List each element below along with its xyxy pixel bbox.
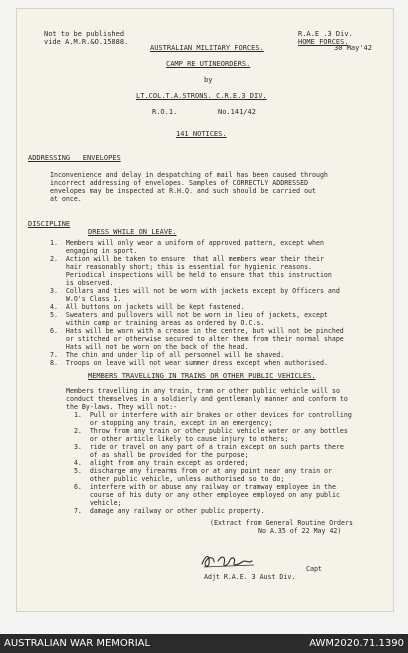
footer-bar [0,634,408,653]
list-item: is observed. [50,279,114,287]
extract-note-line-1: (Extract from General Routine Orders [210,519,353,527]
list-item: Hats will not be worn on the back of the head. [50,343,249,351]
list-item: vehicle; [66,499,122,507]
addressing-line: incorrect addressing of envelopes. Samples of CORRECTLY ADDRESSED [50,179,309,187]
list-item: of as shall be provided for the purpose; [66,451,249,459]
footer-memorial-name: AUSTRALIAN WAR MEMORIAL [4,638,151,649]
notices-heading: 141 NOTICES. [176,130,227,138]
list-item: other public vehicle, unless authorised so to do; [66,475,285,483]
addressing-heading: ADDRESSING ENVELOPES [28,154,121,162]
extract-note-line-2: No A.35 of 22 May 42) [258,527,342,535]
list-item: 3. ride or travel on any part of a train except on such parts there [66,443,344,451]
title-by: by [204,76,213,84]
list-item: Members travelling in any train, tram or other public vehicle will so [66,387,340,395]
list-item: 3. Collars and ties will not be worn with jackets except by Officers and [50,287,340,295]
travel-heading: MEMBERS TRAVELLING IN TRAINS OR OTHER PUBLIC VEHICLES. [88,372,316,380]
signature-capt: Capt [306,565,322,573]
addressing-line: envelopes may be inspected at R.H.Q. and such should be carried out [50,187,316,195]
addressing-line: at once. [50,195,82,203]
list-item: 7. damage any railway or other public property. [66,507,265,515]
list-item: engaging in sport. [50,247,138,255]
list-item: the By-laws. They will not:- [66,403,178,411]
list-item: or other article likely to cause injury to others; [66,435,289,443]
header-vide-ref: vide A.M.R.&O.15888. [44,38,129,46]
footer-accession-number: AWM2020.71.1390 [309,638,404,649]
signature-adjt: Adjt R.A.E. 3 Aust Div. [204,573,296,581]
list-item: or stopping any train, except in an emergency; [66,419,273,427]
header-date: 30 May'42 [334,44,372,52]
list-item: 8. Troops on leave will not wear summer dress except when authorised. [50,359,328,367]
title-routine-orders: CAMP RE UTINEORDERS. [166,60,251,68]
discipline-heading: DISCIPLINE [28,220,71,228]
handwritten-signature [200,552,258,570]
list-item: 1. Pull or interfere with air brakes or other devices for controlling [66,411,352,419]
header-not-published: Not to be published [44,30,125,38]
list-item: 4. All buttons on jackets will be kept fastened. [50,303,245,311]
list-item: 4. alight from any train except as ordered; [66,459,249,467]
list-item: hair reasonably short; this is essential for hygienic reasons. [50,263,313,271]
list-item: 6. interfere with or abuse any railway or tramway employee in the [66,483,336,491]
list-item: 5. discharge any firearms from or at any point near any train or [66,467,332,475]
list-item: 1. Members will only wear a uniform of approved pattern, except when [50,239,324,247]
header-unit: R.A.E .3 Div. [298,30,353,38]
addressing-line: Inconvenience and delay in despatching of mail has been caused through [50,171,328,179]
list-item: course of his duty or any other employee employed on any public [66,491,340,499]
list-item: Periodical inspections will be held to ensure that this instruction [50,271,332,279]
list-item: 6. Hats will be worn with a crease in the centre, but will not be pinched [50,327,344,335]
dress-heading: DRESS WHILE ON LEAVE. [88,228,177,236]
list-item: 5. Sweaters and pullovers will not be worn in lieu of jackets, except [50,311,328,319]
list-item: conduct themselves in a soldierly and gentlemanly manner and conform to [66,395,348,403]
list-item: or stitched or otherwise secured to alter them from their normal shape [50,335,344,343]
routine-order-number: No.141/42 [218,108,256,116]
list-item: 7. The chin and under lip of all personnel will be shaved. [50,351,285,359]
header-home-forces: HOME FORCES. [298,38,349,46]
list-item: within camp or training areas as ordered by O.C.s. [50,319,265,327]
title-officer: LT.COL.T.A.STRONS. C.R.E.3 DIV. [136,92,267,100]
routine-order-label: R.O.1. [152,108,178,116]
title-military-forces: AUSTRALIAN MILITARY FORCES. [150,44,264,52]
list-item: 2. Throw from any train or other public vehicle water or any bottles [66,427,348,435]
list-item: W.O's Class 1. [50,295,122,303]
list-item: 2. Action will be taken to ensure that all members wear their their [50,255,324,263]
